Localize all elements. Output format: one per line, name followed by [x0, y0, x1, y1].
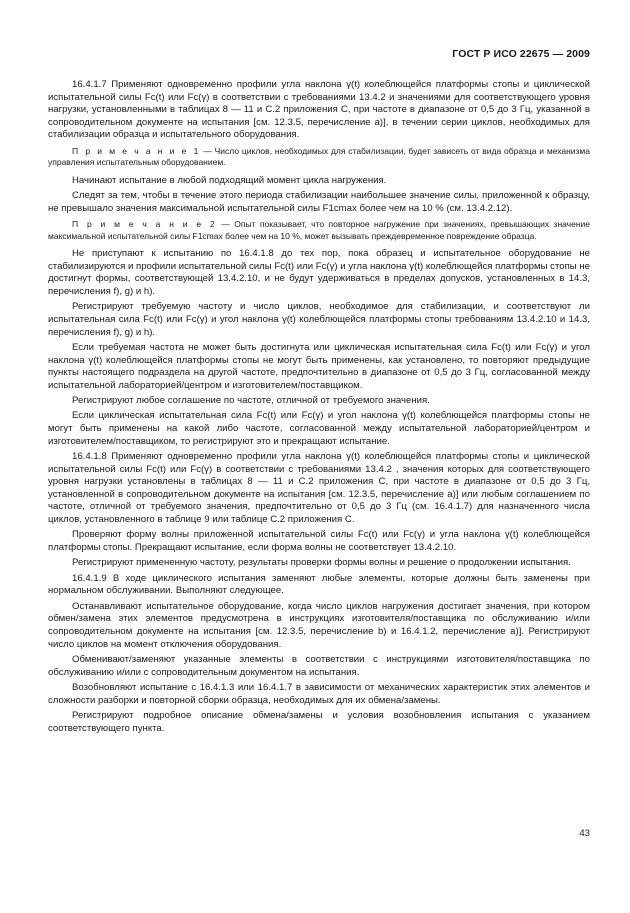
- paragraph: Регистрируют примененную частоту, результаты проверки формы волны и решение о продолжении испытания.: [72, 557, 571, 569]
- note-label: П р и м е ч а н и е 1: [72, 145, 201, 156]
- note-2: [48, 219, 590, 242]
- paragraph: Следят за тем, чтобы в течение этого периода стабилизации наибольшее значение силы, приложенной к образцу, не превышало значения максимальной испытательной силы F1cmax более чем на 10 % (см. 13.4.2.12).: [48, 190, 590, 214]
- paragraph: Начинают испытание в любой подходящий момент цикла нагружения.: [72, 174, 387, 186]
- paragraph: Если циклическая испытательная сила Fc(t) или Fc(γ) и угол наклона γ(t) колеблющейся платформы стопы не могут быть применены на какой либо частоте, согласованной между испытательной лабораторией/центром и изготовителем/поставщиком, то регистрируют это и прекращают испытание.: [48, 410, 590, 447]
- note-text: — Опыт показывает, что повторное нагружение при значениях, превышающих значение максимальной испытательной силы F1cmax более чем на 10 %, может вызывать преждевременное повреждение образца.: [48, 219, 590, 241]
- paragraph: Не приступают к испытанию по 16.4.1.8 до тех пор, пока образец и испытательное оборудование не стабилизируются и профили испытательной силы Fc(t) или Fc(γ) и угла наклона γ(t) колеблющейся платформы стопы не достигнут формы, соответствующей 13.4.2.10, и не будут удерживаться в пределах допусков, установленных в 14.3, перечисления f), g) и h).: [48, 248, 590, 297]
- paragraph: Обменивают/заменяют указанные элементы в соответствии с инструкциями изготовителя/поставщика по обслуживанию и/или с сопроводительным документом на испытания.: [48, 653, 590, 678]
- paragraph: Регистрируют любое соглашение по частоте, отличной от требуемого значения.: [72, 395, 430, 407]
- paragraph: Останавливают испытательное оборудование, когда число циклов нагружения достигает значения, при котором обмен/замена этих элементов предусмотрена в инструкциях изготовителя/поставщика по обслуживанию и/или сопроводительном документе на испытания [см. 12.3.5, перечисление b) и 16.4.1.2, перечисление а)]. Регистрируют число циклов на момент отключения оборудования.: [48, 600, 590, 650]
- paragraph-16-4-1-7: 16.4.1.7 Применяют одновременно профили угла наклона γ(t) колеблющейся платформы стопы и циклической испытательной силы Fc(t) или Fc(γ) в соответствии с требованиями 13.4.2 и значениями для соответствующего уровня нагрузки, установленными в таблицах 8 — 11 и С.2 приложения С, при частоте в диапазоне от 0,5 до 3 Гц, указанной в сопроводительном документе на испытания [см. 12.3.5, перечисление а)], в течении серии циклов, необходимых для стабилизации образца и испытательного оборудования.: [48, 79, 590, 141]
- paragraph-16-4-1-9: 16.4.1.9 В ходе циклического испытания заменяют любые элементы, которые должны быть заменены при нормальном обслуживании. Выполняют следующее.: [48, 572, 590, 597]
- document-body: [48, 79, 590, 738]
- note-1: [48, 146, 590, 169]
- paragraph: Регистрируют требуемую частоту и число циклов, необходимое для стабилизации, и соответствуют ли испытательная сила Fc(t) или Fc(γ) и угол наклона γ(t) колеблющейся платформы стопы требованиям 13.4.2.10 и 14.3, перечисления f), g) и h).: [48, 301, 590, 338]
- page-number: 43: [579, 828, 590, 839]
- paragraph: Возобновляют испытание с 16.4.1.3 или 16.4.1.7 в зависимости от механических характеристик этих элементов и сложности разборки и повторной сборки образца, необходимых для их обмена/замены.: [48, 681, 590, 706]
- paragraph: Регистрируют подробное описание обмена/замены и условия возобновления испытания с указанием соответствующего пункта.: [48, 709, 590, 734]
- paragraph: Если требуемая частота не может быть достигнута или циклическая испытательная сила Fc(t) или Fc(γ) и угол наклона γ(t) колеблющейся платформы стопы не могут быть применены, как установлено, то повторяют предыдущие пункты настоящего подраздела на другой частоте, предпочтительно в диапазоне от 0,5 до 3 Гц, согласованной между испытательной лабораторией/центром и изготовителем/поставщиком.: [48, 341, 590, 391]
- note-label: П р и м е ч а н и е 2: [72, 219, 217, 230]
- paragraph-16-4-1-8: 16.4.1.8 Применяют одновременно профили угла наклона γ(t) колеблющейся платформы стопы и циклической испытательной силы Fc(t) или Fc(γ) в соответствии с требованиями 13.4.2 , значения которых для соответствующего уровня нагрузки установлены в таблицах 8 — 11 и С.2 приложения С, при частоте в диапазоне от 0,5 до 3 Гц, установленной в сопроводительном документе на испытания [см. 12.3.5, перечисление а)] или любым соглашением по частоте, отличной от требуемого значения, предпочтительно от 0,5 до 3 Гц (см. 16.4.1.7) для назначенного числа циклов, установленного в таблице 9 или таблице С.2 приложения С.: [48, 451, 590, 526]
- document-header: ГОСТ Р ИСО 22675 — 2009: [452, 48, 590, 60]
- paragraph: Проверяют форму волны приложенной испытательной силы Fc(t) или Fc(γ) и угла наклона γ(t) колеблющейся платформы стопы. Прекращают испытание, если форма волны не соответствует 13.4.2.10.: [48, 529, 590, 554]
- note-text: — Число циклов, необходимых для стабилизации, будет зависеть от вида образца и механизма управления испытательным оборудованием.: [48, 145, 590, 168]
